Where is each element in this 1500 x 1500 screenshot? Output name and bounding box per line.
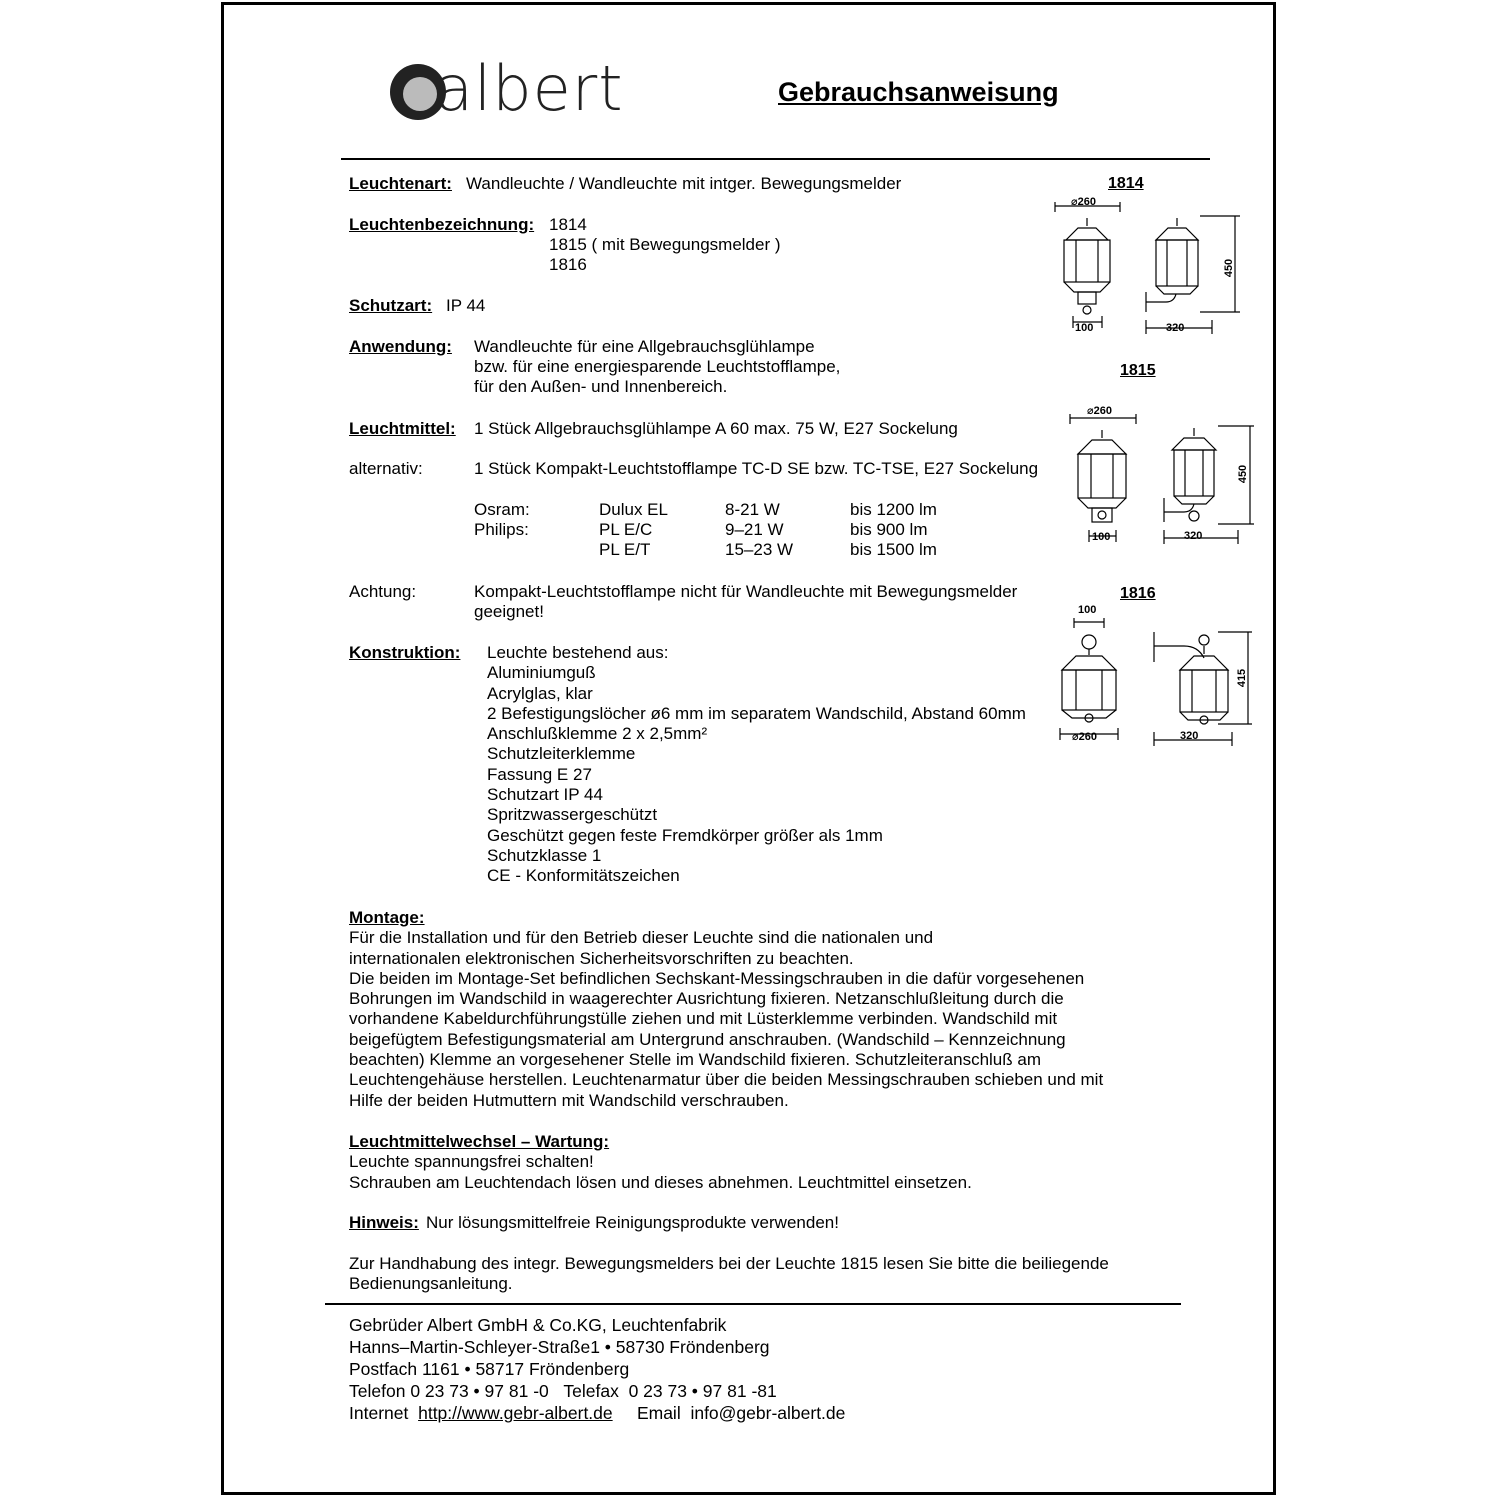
footer: [349, 1314, 845, 1424]
telefon-value: 0 23 73 • 97 81 -0: [410, 1381, 549, 1401]
bezeichnung-line: 1814: [549, 215, 587, 234]
montage-label: Montage:: [349, 908, 425, 927]
bezeichnung-line: 1815 ( mit Bewegungsmelder ): [549, 235, 781, 254]
montage-line: vorhandene Kabeldurchführungstülle ziehen und mit Lüsterklemme verbinden. Wandschild mit: [349, 1009, 1058, 1029]
lamp-1814-front-drawing: [1050, 198, 1130, 338]
drawing-1815-height: 450: [1237, 464, 1250, 484]
montage-line: Für die Installation und für den Betrieb dieser Leuchte sind die nationalen und: [349, 928, 934, 948]
konstruktion-item: 2 Befestigungslöcher ø6 mm im separatem Wandschild, Abstand 60mm: [487, 703, 1026, 723]
schutzart-label: Schutzart:: [349, 296, 433, 315]
footer-divider: [325, 1303, 1181, 1305]
lamp-table-cell: 8-21 W: [725, 500, 780, 519]
konstruktion-list: [487, 643, 1026, 887]
alternativ-label: alternativ:: [349, 459, 423, 478]
lamp-1816-side-drawing: [1148, 626, 1258, 756]
telefax-label: Telefax: [563, 1381, 619, 1401]
lamp-table-cell: 15–23 W: [725, 540, 794, 559]
lamp-table-cell: PL E/T: [599, 540, 651, 559]
hinweis-label: Hinweis:: [349, 1213, 419, 1232]
logo-text: albert: [435, 52, 624, 125]
konstruktion-item: Leuchte bestehend aus:: [487, 643, 669, 662]
lamp-table-cell: bis 900 lm: [850, 520, 928, 539]
anwendung-label: Anwendung:: [349, 337, 452, 356]
achtung-line: geeignet!: [474, 602, 544, 621]
bezeichnung-label: Leuchtenbezeichnung:: [349, 215, 535, 234]
montage-line: Hilfe der beiden Hutmuttern mit Wandschild verschrauben.: [349, 1090, 789, 1110]
wechsel-label: Leuchtmittelwechsel – Wartung:: [349, 1132, 610, 1151]
zusatz-line: Zur Handhabung des integr. Bewegungsmelders bei der Leuchte 1815 lesen Sie bitte die beiliegende: [349, 1254, 1109, 1273]
email-label: Email: [636, 1403, 681, 1423]
drawing-1814-wall: 100: [1075, 322, 1094, 334]
montage-line: beigefügtem Befestigungsmaterial am Untergrund anschrauben. (Wandschild – Kennzeichnung: [349, 1029, 1066, 1049]
konstruktion-item: Schutzleiterklemme: [487, 744, 636, 764]
drawing-1816-wall: 100: [1078, 604, 1097, 616]
montage-line: Bohrungen im Wandschild in waagerechter Ausrichtung fixieren. Netzanschlußleitung durch die: [349, 989, 1064, 1009]
montage-line: internationalen elektronischen Sicherheitsvorschriften zu beachten.: [349, 948, 854, 968]
footer-web-line: [349, 1402, 845, 1424]
drawing-1815-depth: 320: [1184, 530, 1203, 542]
leuchtmittel-value: 1 Stück Allgebrauchsglühlampe A 60 max. 75 W, E27 Sockelung: [474, 419, 958, 438]
bezeichnung-line: 1816: [549, 255, 587, 274]
website-link[interactable]: http://www.gebr-albert.de: [418, 1403, 613, 1423]
lamp-1815-front-drawing: [1064, 410, 1154, 550]
lamp-table-cell: 9–21 W: [725, 520, 784, 539]
lamp-table-cell: Osram:: [474, 500, 530, 519]
konstruktion-item: Acrylglas, klar: [487, 683, 593, 703]
montage-line: Die beiden im Montage-Set befindlichen Sechskant-Messingschrauben in die dafür vorgesehenen: [349, 968, 1085, 988]
drawing-1816-depth: 320: [1180, 730, 1199, 742]
konstruktion-item: Geschützt gegen feste Fremdkörper größer als 1mm: [487, 825, 883, 845]
email-value: info@gebr-albert.de: [690, 1403, 846, 1423]
drawing-1816-label: 1816: [1120, 585, 1156, 602]
montage-line: beachten) Klemme an vorgesehener Stelle im Wandschild fixieren. Schutzleiteranschluß am: [349, 1050, 1041, 1070]
header-divider: [341, 158, 1210, 160]
drawing-1815-label: 1815: [1120, 362, 1156, 379]
konstruktion-item: Fassung E 27: [487, 764, 592, 784]
drawing-1815-diameter: ⌀260: [1087, 405, 1112, 417]
leuchtmittel-label: Leuchtmittel:: [349, 419, 456, 438]
konstruktion-label: Konstruktion:: [349, 643, 461, 662]
wechsel-section: [349, 1132, 972, 1193]
achtung-label: Achtung:: [349, 582, 417, 601]
internet-label: Internet: [349, 1403, 409, 1423]
wechsel-line: Schrauben am Leuchtendach lösen und dieses abnehmen. Leuchtmittel einsetzen.: [349, 1172, 972, 1192]
leuchtenart-value: Wandleuchte / Wandleuchte mit intger. Bewegungsmelder: [466, 174, 902, 193]
wechsel-line: Leuchte spannungsfrei schalten!: [349, 1152, 594, 1172]
lamp-1815-side-drawing: [1158, 420, 1258, 550]
drawing-1814-height: 450: [1223, 258, 1236, 278]
zusatz-line: Bedienungsanleitung.: [349, 1274, 513, 1294]
telefax-value: 0 23 73 • 97 81 -81: [628, 1381, 777, 1401]
anwendung-line: bzw. für eine energiesparende Leuchtstofflampe,: [474, 357, 841, 376]
drawing-1815-wall: 100: [1092, 531, 1111, 543]
page-title: Gebrauchsanweisung: [778, 77, 1059, 107]
lamp-table-cell: Philips:: [474, 520, 529, 539]
alternativ-value: 1 Stück Kompakt-Leuchtstofflampe TC-D SE bzw. TC-TSE, E27 Sockelung: [474, 459, 1039, 478]
footer-phone-line: [349, 1380, 845, 1402]
anwendung-line: für den Außen- und Innenbereich.: [474, 377, 728, 396]
zusatz-section: [349, 1254, 1109, 1295]
montage-line: Leuchtengehäuse herstellen. Leuchtenarmatur über die beiden Messingschrauben schieben und mit: [349, 1070, 1104, 1090]
lamp-table-cell: bis 1500 lm: [850, 540, 937, 559]
anwendung-line: Wandleuchte für eine Allgebrauchsglühlampe: [474, 337, 815, 356]
footer-postfach: Postfach 1161 • 58717 Fröndenberg: [349, 1359, 630, 1379]
montage-section: [349, 908, 1103, 1111]
drawing-1816-height: 415: [1236, 668, 1249, 688]
leuchtenart-label: Leuchtenart:: [349, 174, 452, 193]
drawing-1816-diameter: ⌀260: [1072, 731, 1097, 743]
lamp-table-cell: PL E/C: [599, 520, 653, 539]
achtung-line: Kompakt-Leuchtstofflampe nicht für Wandleuchte mit Bewegungsmelder: [474, 582, 1018, 601]
hinweis-value: Nur lösungsmittelfreie Reinigungsprodukte verwenden!: [426, 1213, 839, 1232]
telefon-label: Telefon: [349, 1381, 406, 1401]
footer-address: Hanns–Martin-Schleyer-Straße1 • 58730 Fröndenberg: [349, 1337, 770, 1357]
konstruktion-item: CE - Konformitätszeichen: [487, 866, 680, 886]
konstruktion-item: Schutzart IP 44: [487, 785, 603, 805]
konstruktion-item: Anschlußklemme 2 x 2,5mm²: [487, 724, 708, 744]
schutzart-value: IP 44: [446, 296, 486, 315]
drawing-1814-diameter: ⌀260: [1071, 196, 1096, 208]
konstruktion-item: Schutzklasse 1: [487, 845, 602, 865]
lamp-table-cell: bis 1200 lm: [850, 500, 937, 519]
drawing-1814-label: 1814: [1108, 175, 1144, 192]
lamp-table-cell: Dulux EL: [599, 500, 668, 519]
konstruktion-item: Aluminiumguß: [487, 663, 596, 683]
drawing-1814-depth: 320: [1166, 322, 1185, 334]
footer-company: Gebrüder Albert GmbH & Co.KG, Leuchtenfabrik: [349, 1315, 727, 1335]
konstruktion-item: Spritzwassergeschützt: [487, 805, 658, 825]
